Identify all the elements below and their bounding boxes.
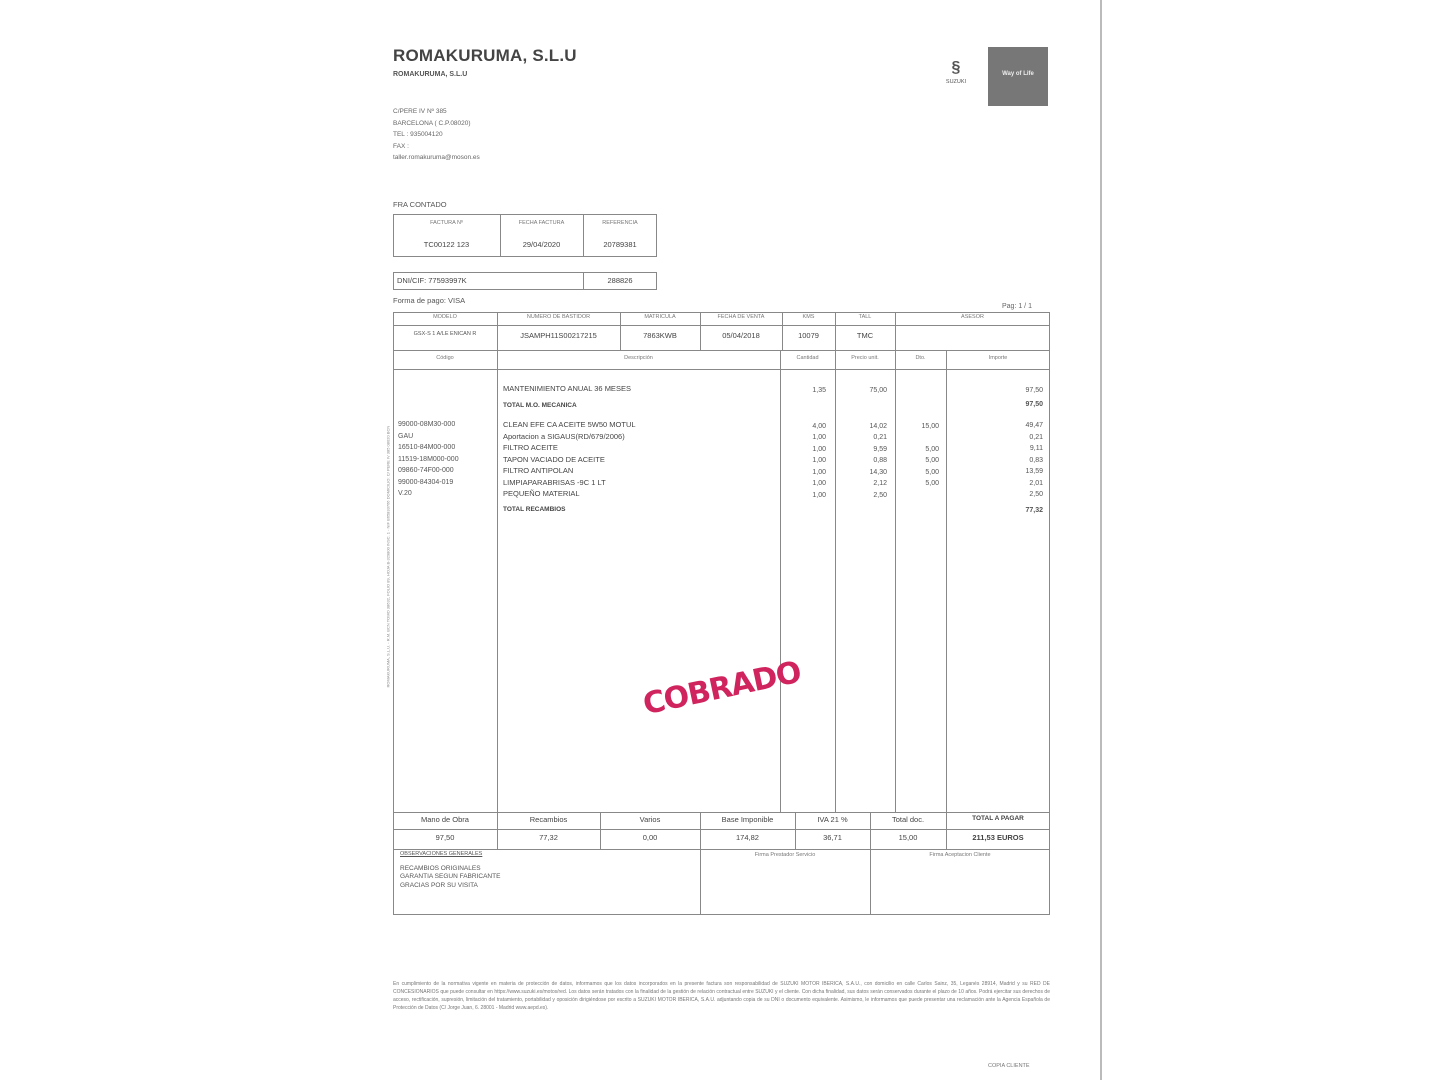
way-of-life-logo — [988, 47, 1048, 106]
list-item: 5,00 — [925, 468, 939, 476]
total-to-pay-header: TOTAL A PAGAR — [972, 815, 1024, 822]
payment-method: Forma de pago: VISA — [393, 296, 466, 305]
total-parts-label: TOTAL RECAMBIOS — [503, 505, 566, 513]
vat-header: IVA 21 % — [817, 815, 848, 824]
list-item: 9,11 — [1029, 445, 1043, 452]
vehicle-tall: TMC — [856, 331, 874, 340]
list-item: FILTRO ACEITE — [503, 443, 558, 452]
invoice-reference: 20789381 — [603, 240, 637, 249]
invoice-ref-header: REFERENCIA — [602, 220, 638, 226]
list-item: 99000-08M30-000 — [398, 421, 456, 428]
vehicle-km: 10079 — [798, 331, 819, 340]
vehicle-km-header: KMS — [802, 314, 815, 320]
list-item: 0,21 — [873, 434, 887, 441]
company-subtitle: ROMAKURUMA, S.L.U — [393, 71, 468, 78]
vehicle-sale-date-header: FECHA DE VENTA — [717, 314, 765, 320]
list-item: PEQUEÑO MATERIAL — [503, 489, 580, 498]
vehicle-plate-header: MATRÍCULA — [644, 314, 676, 320]
list-item: Aportacion a SIGAUS(RD/679/2006) — [503, 431, 625, 441]
parts-total-value: 77,32 — [539, 833, 558, 842]
list-item: 1,00 — [812, 491, 826, 499]
list-item: 2,12 — [873, 480, 887, 487]
labor-total-value: 97,50 — [435, 833, 455, 842]
side-registry-note: ROMAKURUMA, S.L.U. - R.M. BCN TOMO 38632, FOLIO 89, HOJA B-329800 INSC. 1 - NIF B65833766 DOMICILIO: C/ PERE IV 385 08020 BCN — [385, 425, 391, 688]
list-item: 15,00 — [921, 422, 939, 430]
misc-total-value: 0,00 — [642, 833, 658, 842]
list-item: 2,01 — [1029, 479, 1043, 487]
total-to-pay-value: 211,53 EUROS — [972, 833, 1024, 842]
labor-quantity: 1,35 — [812, 387, 826, 394]
list-item: FILTRO ANTIPOLAN — [503, 466, 574, 475]
description-column — [503, 383, 636, 515]
list-item: 16510-84M00-000 — [398, 444, 456, 451]
list-item: 49,47 — [1025, 422, 1043, 429]
vehicle-plate: 7863KWB — [643, 331, 677, 340]
list-item: 14,02 — [869, 422, 887, 430]
invoice-type: FRA CONTADO — [393, 200, 447, 209]
parts-total-header: Recambios — [529, 815, 568, 824]
total-doc-value: 15,00 — [898, 833, 918, 842]
invoice-date-header: FECHA FACTURA — [518, 220, 565, 226]
paid-stamp: COBRADO — [640, 654, 804, 723]
invoice-date: 29/04/2020 — [522, 240, 561, 249]
list-item: 1,00 — [812, 445, 826, 453]
list-item: 9,59 — [873, 445, 887, 453]
total-labor-amount: 97,50 — [1025, 400, 1043, 408]
suzuki-s-icon: § — [951, 59, 961, 76]
list-item: 4,00 — [812, 422, 826, 430]
address-line: FAX : — [393, 142, 409, 150]
invoice-number: TC00122 123 — [423, 240, 470, 249]
note-line: GRACIAS POR SU VISITA — [400, 881, 478, 889]
notes-heading: OBSERVACIONES GENERALES — [400, 851, 483, 857]
invoice-number-header: FACTURA Nº — [430, 220, 463, 226]
amount-column — [946, 385, 1043, 516]
labor-unit-price: 75,00 — [869, 387, 887, 394]
list-item: 1,00 — [812, 468, 826, 476]
page-edge — [1100, 0, 1102, 1080]
list-item: 2,50 — [873, 491, 887, 499]
list-item: 0,88 — [873, 457, 887, 464]
list-item: 1,00 — [812, 457, 826, 464]
provider-signature-label: Firma Prestador Servicio — [754, 852, 816, 858]
list-item: V.20 — [398, 490, 412, 497]
company-name: ROMAKURUMA, S.L.U — [393, 46, 577, 65]
logo-text: Way of Life — [1002, 71, 1034, 77]
list-item: 09860-74F00-000 — [398, 467, 454, 474]
list-item: 5,00 — [925, 480, 939, 487]
labor-total-header: Mano de Obra — [421, 815, 469, 824]
code-header: Código — [436, 355, 454, 361]
address-line: BARCELONA ( C.P.08020) — [393, 119, 471, 127]
list-item: 11519-18M000-000 — [398, 455, 459, 463]
list-item: 13,59 — [1025, 468, 1043, 475]
list-item: 1,00 — [812, 434, 826, 441]
description-header: Descripción — [624, 355, 653, 361]
list-item: 14,30 — [869, 468, 887, 476]
vat-value: 36,71 — [823, 833, 842, 842]
dni-label: DNI/CIF: 77593997K — [397, 276, 467, 285]
total-doc-header: Total doc. — [891, 815, 925, 824]
labor-description: MANTENIMIENTO ANUAL 36 MESES — [503, 384, 631, 393]
discount-header: Dto. — [915, 355, 926, 361]
note-line: RECAMBIOS ORIGINALES — [400, 864, 481, 872]
general-notes — [400, 850, 500, 890]
misc-total-header: Varios — [639, 815, 661, 824]
list-item: GAU — [398, 432, 414, 440]
vehicle-vin: JSAMPH11S00217215 — [520, 331, 597, 340]
list-item: 1,00 — [812, 480, 826, 487]
note-line: GARANTIA SEGUN FABRICANTE — [400, 873, 501, 880]
list-item: LIMPIAPARABRISAS -9C 1 LT — [503, 477, 606, 487]
list-item: TAPON VACIADO DE ACEITE — [503, 454, 605, 464]
vehicle-tall-header: TALL — [858, 314, 872, 320]
quantity-column — [780, 385, 826, 501]
tax-base-value: 174,82 — [736, 833, 759, 842]
company-address — [393, 106, 480, 164]
list-item — [895, 432, 939, 444]
quantity-header: Cantidad — [796, 355, 819, 361]
list-item: 2,50 — [1029, 491, 1043, 498]
vehicle-vin-header: NÚMERO DE BASTIDOR — [526, 314, 591, 320]
discount-column — [895, 385, 939, 490]
client-signature-label: Firma Aceptacion Cliente — [929, 852, 991, 858]
address-line: TEL : 935004120 — [393, 131, 443, 138]
address-line: taller.romakuruma@moson.es — [393, 154, 480, 161]
legal-notice: En cumplimiento de la normativa vigente en materia de protección de datos, informamos que los datos incorporados en la presente factura son responsabilidad de SUZUKI MOTOR IBERICA, S.A.U., con domicilio en calle Carlos Sainz, 35, Leganés 28914, Madrid y su RED DE CONCESIONARIOS que puede consultar en https://www.suzuki.es/motos/red. Los datos serán tratados con la finalidad de la gestión de relación contractual entre SUZUKI y el cliente. Con dicha finalidad, sus datos serán conservados durante el plazo de 10 años. Podrá ejercitar sus derechos de acceso, rectificación, supresión, limitación del tratamiento, portabilidad y oposición dirigiéndose por escrito a SUZUKI MOTOR IBERICA, S.A.U. adjuntando copia de su DNI o documento equivalente. Asimismo, le informamos que puede presentar una reclamación ante la Agencia Española de Protección de Datos (C/ Jorge Juan, 6. 28001 - Madrid www.aepd.es). — [393, 981, 1050, 1011]
vehicle-model-header: MODELO — [433, 314, 457, 320]
dni-value: 288826 — [607, 276, 633, 285]
address-line: C/PERE IV Nº 385 — [393, 108, 447, 115]
unit-price-column — [835, 385, 887, 501]
list-item: 0,21 — [1029, 433, 1043, 441]
list-item: CLEAN EFE CA ACEITE 5W50 MOTUL — [503, 420, 636, 429]
list-item: 0,83 — [1029, 456, 1043, 464]
total-labor-label: TOTAL M.O. MECANICA — [503, 401, 577, 409]
list-item: 5,00 — [925, 445, 939, 453]
page-number: Pag: 1 / 1 — [1002, 303, 1032, 310]
amount-header: Importe — [988, 355, 1008, 361]
list-item: 5,00 — [925, 457, 939, 464]
tax-base-header: Base Imponible — [721, 815, 774, 824]
list-item: 99000-84304-019 — [398, 478, 454, 486]
vehicle-advisor-header: ASESOR — [961, 314, 984, 320]
labor-amount: 97,50 — [1025, 387, 1043, 394]
brand-label: SUZUKI — [945, 79, 967, 85]
unit-price-header: Precio unit. — [851, 355, 879, 361]
vehicle-model: GSX-S 1 A/LE ENICAN R — [413, 331, 477, 337]
codes-column — [398, 419, 459, 500]
vehicle-sale-date: 05/04/2018 — [722, 331, 760, 340]
copy-label: COPIA CLIENTE — [988, 1063, 1030, 1069]
total-parts-amount: 77,32 — [1025, 506, 1043, 514]
suzuki-logo — [930, 60, 982, 85]
